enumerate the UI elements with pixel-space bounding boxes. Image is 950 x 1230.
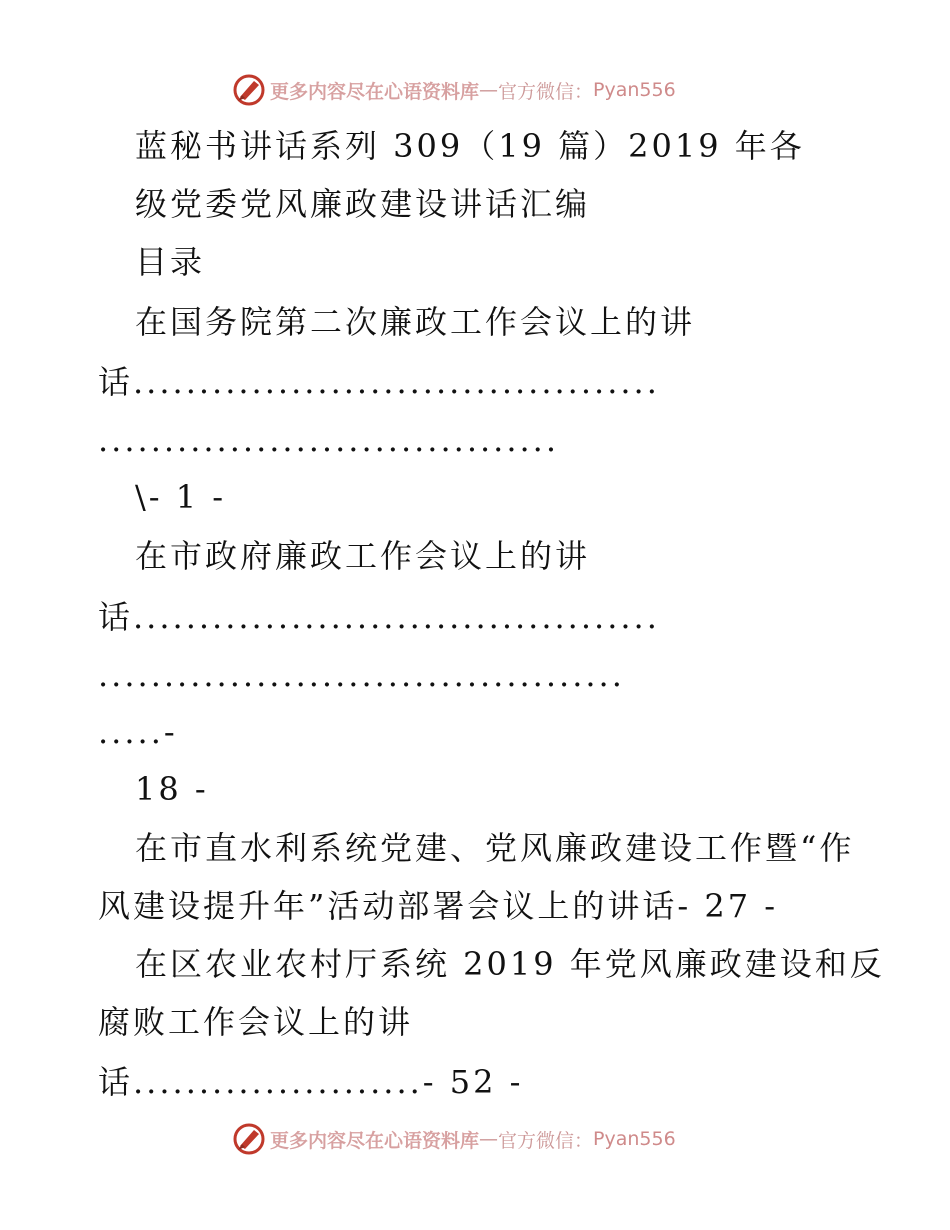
document-title-line-1: 蓝秘书讲话系列 309（19 篇）2019 年各 xyxy=(135,127,805,165)
toc-entry-1-title: 在国务院第二次廉政工作会议上的讲 xyxy=(135,303,696,341)
toc-entry-2-page: 18 - xyxy=(135,770,209,808)
toc-entry-2-leader-1: 话........................................ xyxy=(98,598,660,636)
document-title-line-2: 级党委党风廉政建设讲话汇编 xyxy=(135,185,591,223)
toc-entry-4-title-1: 在区农业农村厅系统 2019 年党风廉政建设和反 xyxy=(135,945,885,983)
toc-entry-1-leader-1: 话........................................ xyxy=(98,363,660,401)
toc-entry-1-page: \- 1 - xyxy=(135,478,227,516)
toc-entry-2-leader-3: .....- xyxy=(98,713,178,751)
watermark-header xyxy=(232,72,732,108)
watermark-account: Pyan556 xyxy=(593,79,676,101)
toc-heading: 目录 xyxy=(135,243,206,281)
toc-entry-3-title-2: 风建设提升年”活动部署会议上的讲话- 27 - xyxy=(98,887,779,925)
brand-logo-icon xyxy=(232,73,266,107)
toc-entry-4-title-2: 腐败工作会议上的讲 xyxy=(98,1003,414,1041)
toc-entry-4-leader: 话......................- 52 - xyxy=(98,1063,524,1101)
brand-logo-icon xyxy=(232,1122,266,1156)
watermark-footer xyxy=(232,1121,732,1157)
watermark-main-text: 更多内容尽在心语资料库 xyxy=(270,1129,480,1152)
watermark-separator: — xyxy=(479,1128,499,1150)
watermark-sub-text: 官方微信： xyxy=(498,80,594,103)
toc-entry-2-title: 在市政府廉政工作会议上的讲 xyxy=(135,537,591,575)
watermark-sub-text: 官方微信： xyxy=(498,1129,594,1152)
watermark-separator: — xyxy=(479,79,499,101)
toc-entry-3-title-1: 在市直水利系统党建、党风廉政建设工作暨“作 xyxy=(135,829,855,867)
toc-entry-1-leader-2: ................................... xyxy=(98,421,560,459)
watermark-account: Pyan556 xyxy=(593,1128,676,1150)
watermark-main-text: 更多内容尽在心语资料库 xyxy=(270,80,480,103)
toc-entry-2-leader-2: ........................................ xyxy=(98,656,625,694)
